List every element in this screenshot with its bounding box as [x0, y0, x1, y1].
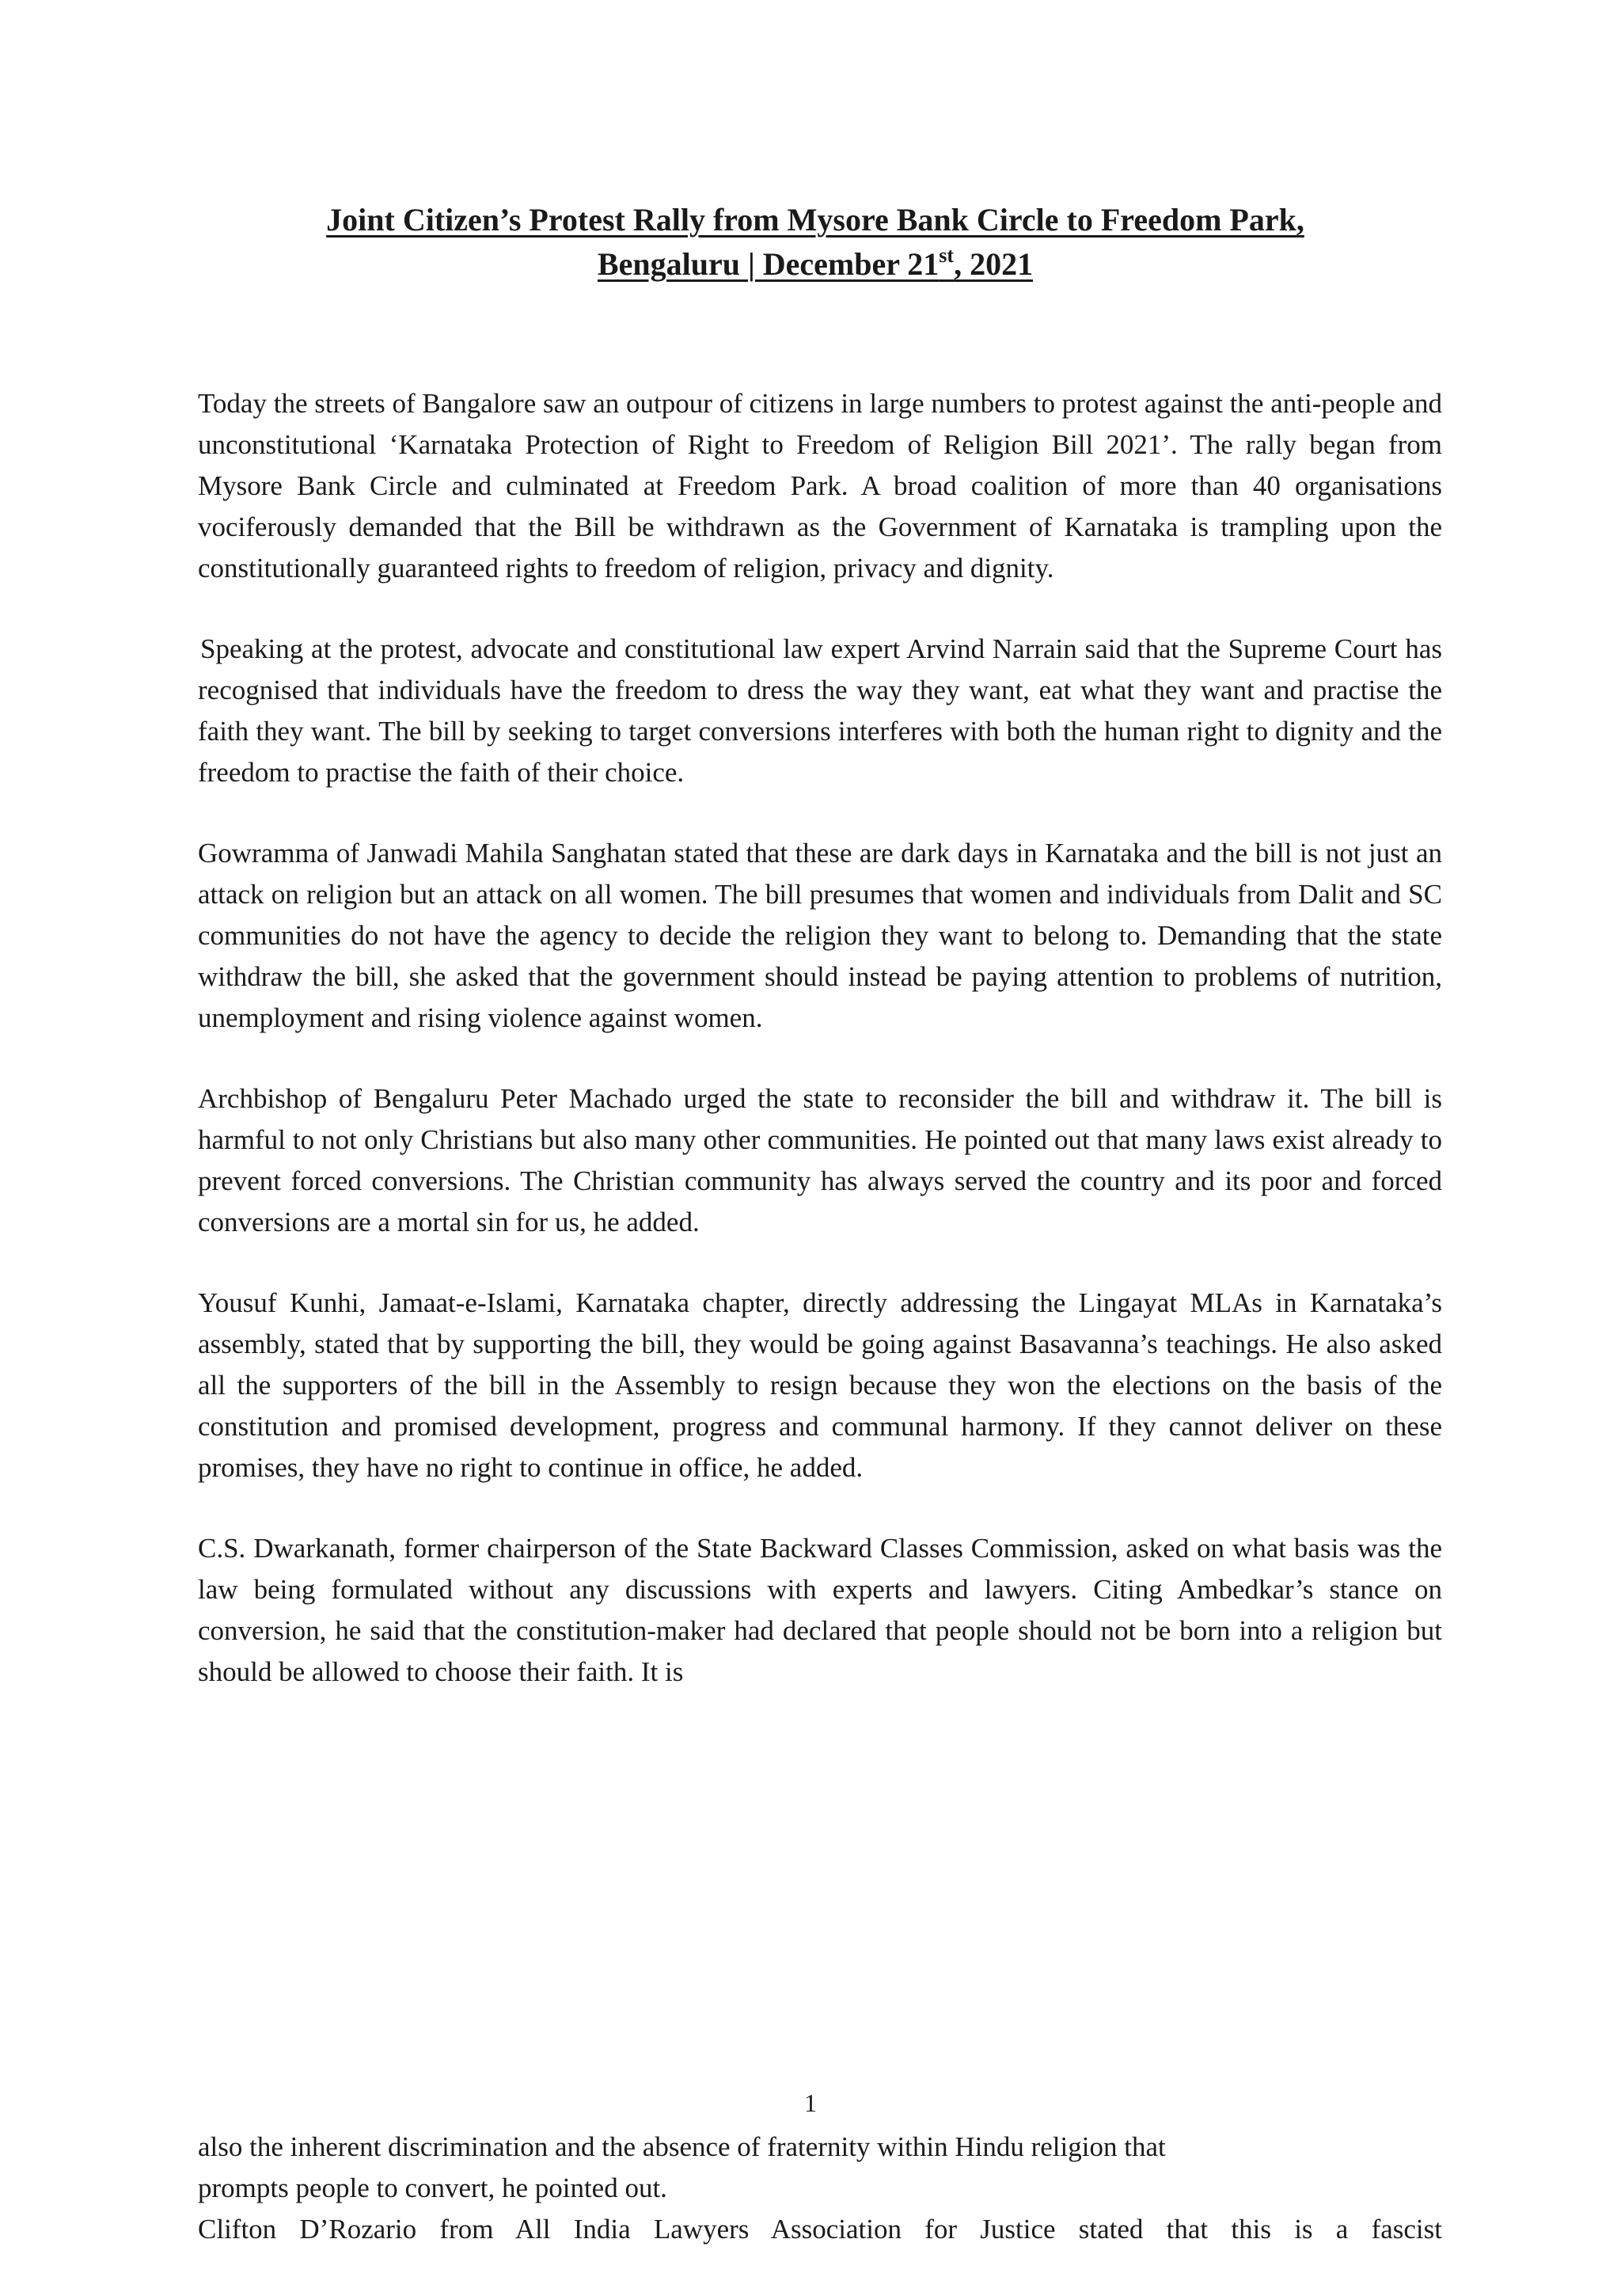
title-line-2-suffix: , 2021 [954, 246, 1034, 282]
paragraph-intro: Today the streets of Bangalore saw an outpour of citizens in large numbers to protest against the anti-people and unconstitutional ‘Karnataka Protection of Right to Freedom of Religion Bill 2021’. The rally began from Mysore Bank Circle and culminated at Freedom Park. A broad coalition of more than 40 organisations vociferously demanded that the Bill be withdrawn as the Government of Karnataka is trampling upon the constitutionally guaranteed rights to freedom of religion, privacy and dignity. [198, 388, 1442, 584]
title-line-2 [198, 242, 1433, 287]
title-date-superscript: st [939, 244, 955, 267]
paragraph-arvind-narrain: Speaking at the protest, advocate and constitutional law expert Arvind Narrain said that the Supreme Court has recognised that individuals have the freedom to dress the way they want, eat what they want and practise the faith they want. The bill by seeking to target conversions interferes with both the human right to dignity and the freedom to practise the faith of their choice. [198, 633, 1442, 788]
continuation-line: also the inherent discrimination and the absence of fraternity within Hindu religion that [198, 2131, 1166, 2162]
paragraph-gowramma: Gowramma of Janwadi Mahila Sanghatan stated that these are dark days in Karnataka and the bill is not just an attack on religion but an attack on all women. The bill presumes that women and individuals from Dalit and SC communities do not have the agency to decide the religion they want to belong to. Demanding that the state withdraw the bill, she asked that the government should instead be paying attention to problems of nutrition, unemployment and rising violence against women. [198, 838, 1442, 1033]
paragraph-yousuf-kunhi: Yousuf Kunhi, Jamaat-e-Islami, Karnataka chapter, directly addressing the Lingayat MLAs in Karnataka’s assembly, stated that by supporting the bill, they would be going against Basavanna’s teachings. He also asked all the supporters of the bill in the Assembly to resign because they won the elections on the basis of the constitution and promised development, progress and communal harmony. If they cannot deliver on these promises, they have no right to continue in office, he added. [198, 1287, 1442, 1483]
title-line-1: Joint Citizen’s Protest Rally from Mysore Bank Circle to Freedom Park, [326, 202, 1304, 238]
article-body [198, 383, 1442, 1732]
document-title [198, 198, 1433, 287]
page-number: 1 [804, 2089, 817, 2117]
paragraph-peter-machado: Archbishop of Bengaluru Peter Machado urged the state to reconsider the bill and withdraw it. The bill is harmful to not only Christians but also many other communities. He pointed out that many laws exist already to prevent forced conversions. The Christian community has always served the country and its poor and forced conversions are a mortal sin for us, he added. [198, 1083, 1442, 1237]
next-page-continuation [198, 2127, 1442, 2250]
continuation-line: Clifton D’Rozario from All India Lawyers Association for Justice stated that this is a fascist [198, 2214, 1442, 2245]
continuation-line: prompts people to convert, he pointed out. [198, 2172, 667, 2203]
title-line-2-prefix: Bengaluru | December 21 [597, 246, 940, 282]
paragraph-dwarkanath: C.S. Dwarkanath, former chairperson of the State Backward Classes Commission, asked on what basis was the law being formulated without any discussions with experts and lawyers. Citing Ambedkar’s stance on conversion, he said that the constitution-maker had declared that people should not be born into a religion but should be allowed to choose their faith. It is [198, 1533, 1442, 1687]
